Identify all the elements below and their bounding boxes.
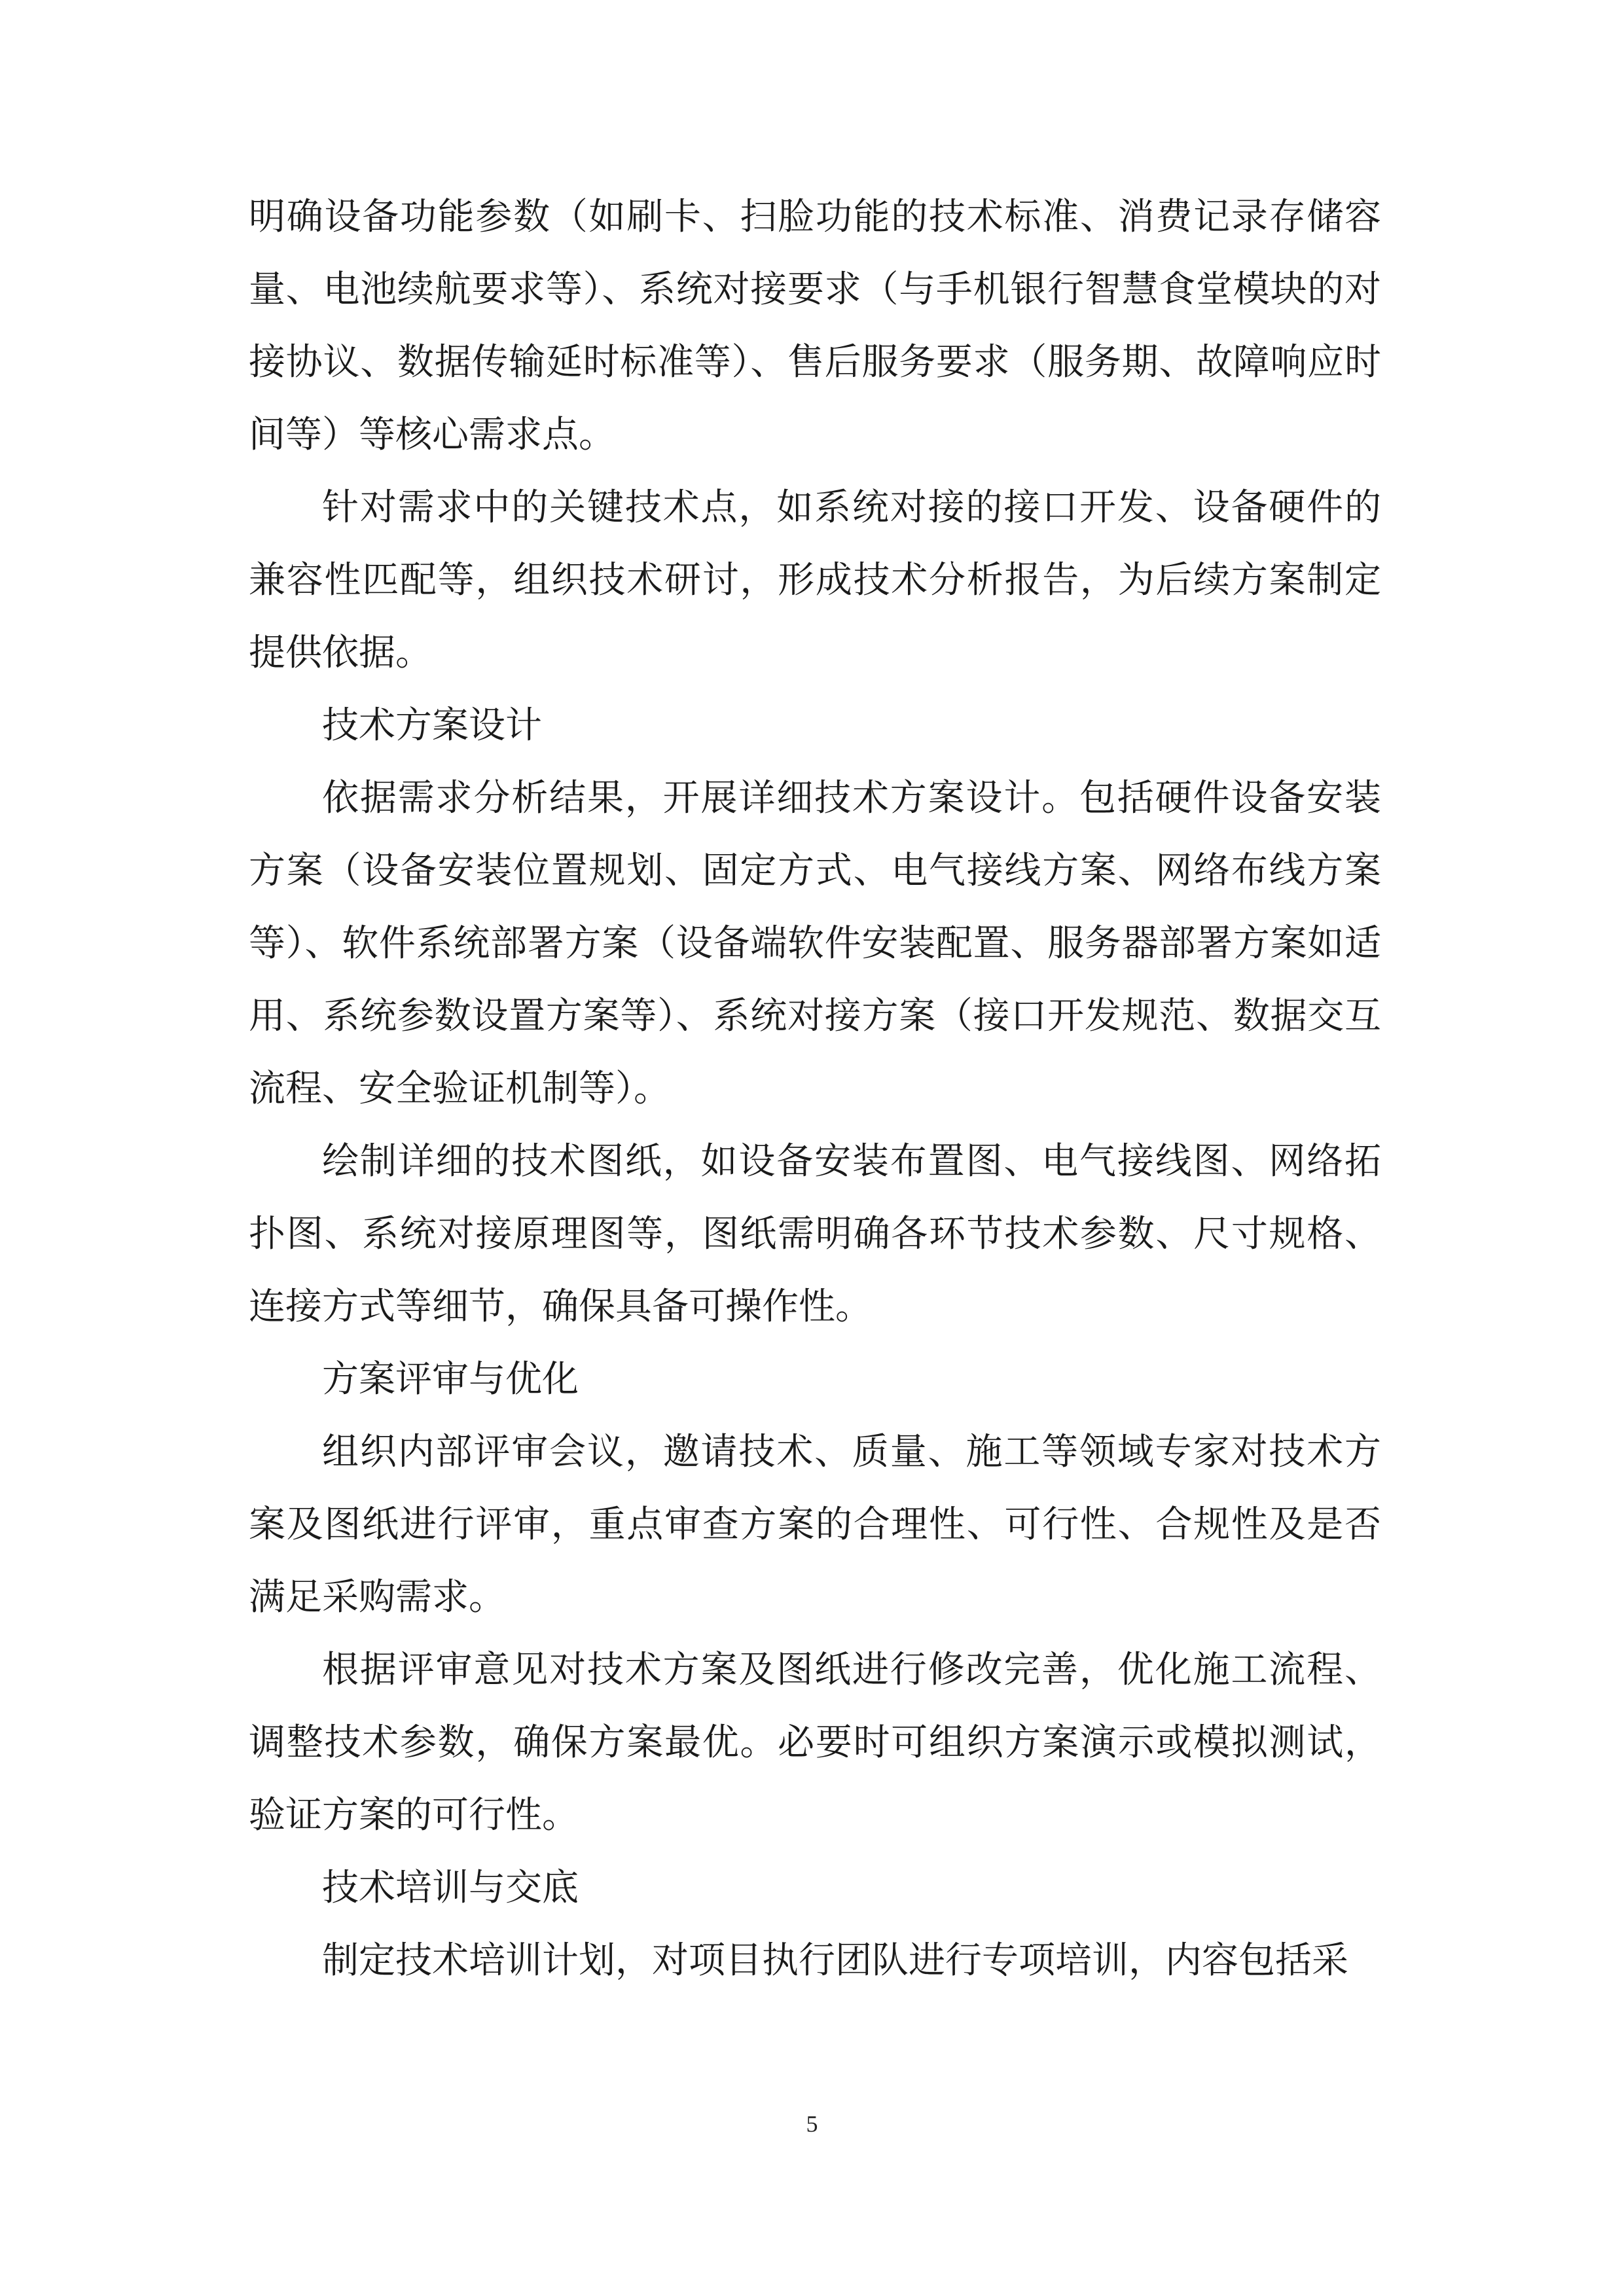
paragraph: 针对需求中的关键技术点，如系统对接的接口开发、设备硬件的兼容性匹配等，组织技术研讨，形成技术分析报告，为后续方案制定提供依据。 [249,486,1381,674]
document-body [249,181,1381,1997]
section-heading: 技术培训与交底 [322,1867,579,1909]
paragraph: 组织内部评审会议，邀请技术、质量、施工等领域专家对技术方案及图纸进行评审，重点审查方案的合理性、可行性、合规性及是否满足采购需求。 [249,1431,1381,1619]
paragraph: 依据需求分析结果，开展详细技术方案设计。包括硬件设备安装方案（设备安装位置规划、固定方式、电气接线方案、网络布线方案等）、软件系统部署方案（设备端软件安装配置、服务器部署方案如适用、系统参数设置方案等）、系统对接方案（接口开发规范、数据交互流程、安全验证机制等）。 [249,777,1381,1110]
paragraph: 绘制详细的技术图纸，如设备安装布置图、电气接线图、网络拓扑图、系统对接原理图等，图纸需明确各环节技术参数、尺寸规格、连接方式等细节，确保具备可操作性。 [249,1140,1381,1328]
paragraph: 制定技术培训计划，对项目执行团队进行专项培训，内容包括采 [322,1939,1348,1982]
section-heading: 技术方案设计 [322,704,542,747]
section-heading: 方案评审与优化 [322,1358,579,1401]
page-number: 5 [806,2111,818,2137]
paragraph-continued: 明确设备功能参数（如刷卡、扫脸功能的技术标准、消费记录存储容量、电池续航要求等）、系统对接要求（与手机银行智慧食堂模块的对接协议、数据传输延时标准等）、售后服务要求（服务期、故障响应时间等）等核心需求点。 [249,196,1381,456]
paragraph: 根据评审意见对技术方案及图纸进行修改完善，优化施工流程、调整技术参数，确保方案最优。必要时可组织方案演示或模拟测试，验证方案的可行性。 [249,1649,1381,1837]
